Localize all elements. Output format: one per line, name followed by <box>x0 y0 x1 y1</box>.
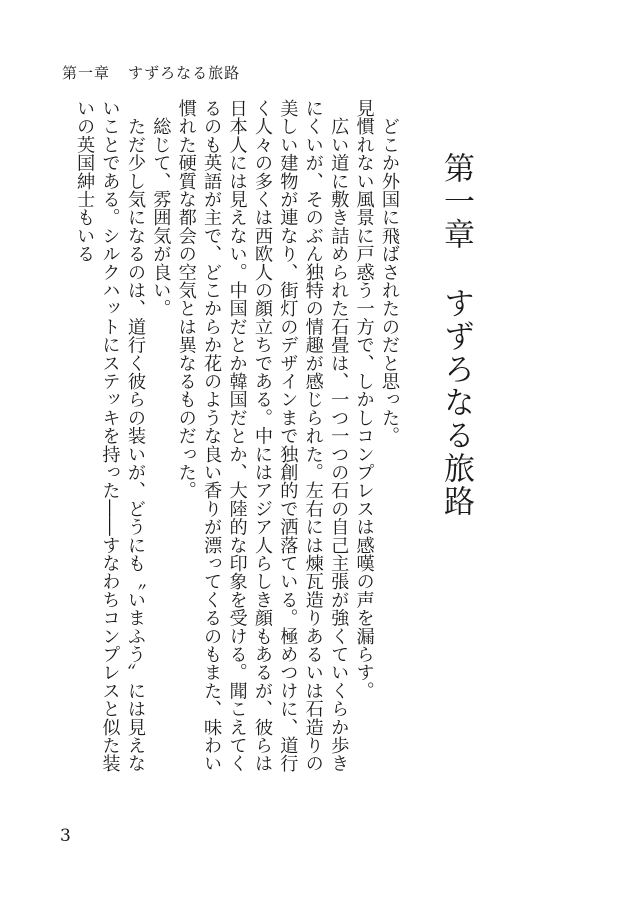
chapter-heading <box>438 152 474 518</box>
paragraph: ただ少し気になるのは、道行く彼らの装いが、どうにも〝いまふう〟には見えないことである。シルクハットにステッキを持った――すなわちコンプレスと似た装いの英国紳士もいる <box>74 99 146 773</box>
paragraph: 見慣れない風景に戸惑う一方で、しかしコンプレスは感嘆の声を漏らす。 <box>353 99 375 700</box>
paragraph: どこか外国に飛ばされたのだと思った。 <box>379 99 400 445</box>
body-text <box>74 99 402 789</box>
running-header <box>62 62 240 83</box>
chapter-number: 第一章 <box>438 152 474 251</box>
chapter-title: すずろなる旅路 <box>438 287 474 518</box>
page-number: 3 <box>60 826 71 846</box>
running-header-chapter: 第一章 <box>62 64 111 82</box>
paragraph: 広い道に敷き詰められた石畳は、一つ一つの石の自己主張が強くていくらか歩きにくいが、そのぶん独特の情趣が感じられた。左右には煉瓦造りあるいは石造りの美しい建物が連なり、街灯のデザインまで独創的で洒落ている。極めつけに、道行く人々の多くは西欧人の顔立ちである。中にはアジア人らしき顔もあるが、彼らは日本人には見えない。中国だとか韓国だとか、大陸的な印象を受ける。聞こえてくるのも英語が主で、どこからか花のような良い香りが漂ってくるのもまた、味わい慣れた硬質な都会の空気とは異なるものだった。 <box>175 99 350 773</box>
running-header-title: すずろなる旅路 <box>128 64 241 82</box>
paragraph: 総じて、雰囲気が良い。 <box>150 99 172 318</box>
